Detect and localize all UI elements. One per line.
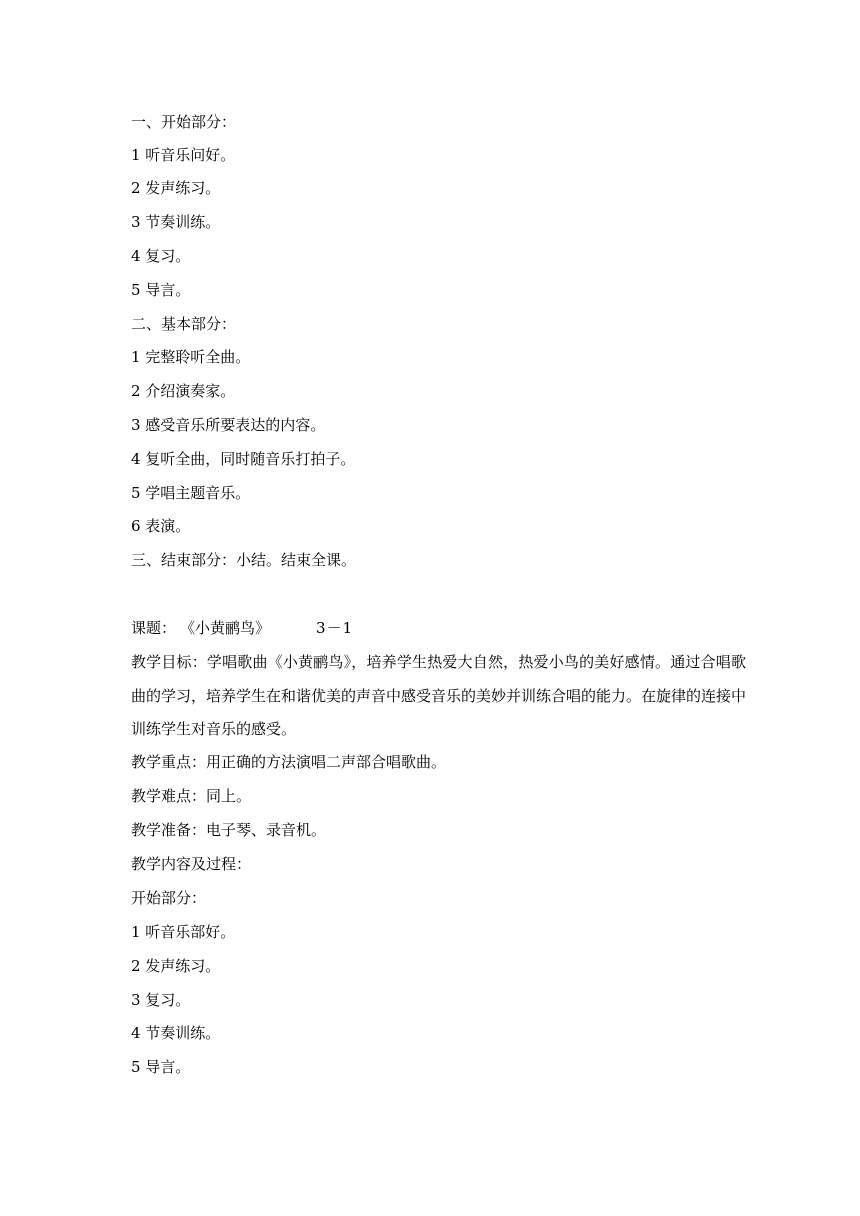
section-2-item: 5 学唱主题音乐。: [131, 484, 251, 502]
start-item: 5 导言。: [131, 1058, 191, 1076]
start-item: 4 节奏训练。: [131, 1024, 221, 1042]
section-3-heading: 三、结束部分：小结。结束全课。: [131, 551, 357, 569]
section-2-heading: 二、基本部分：: [131, 315, 237, 333]
section-2-item: 3 感受音乐所要表达的内容。: [131, 416, 326, 434]
section-2-item: 2 介绍演奏家。: [131, 382, 236, 400]
lesson-title-name: 《小黄鹂鸟》: [180, 619, 271, 637]
section-2-item: 4 复听全曲，同时随音乐打拍子。: [131, 450, 356, 468]
teaching-key-point: 教学重点：用正确的方法演唱二声部合唱歌曲。: [131, 753, 447, 771]
process-heading: 教学内容及过程：: [131, 855, 252, 873]
lesson-code: 3－1: [316, 619, 354, 637]
section-1-item: 4 复习。: [131, 247, 191, 265]
section-1-item: 5 导言。: [131, 281, 191, 299]
section-2-item: 6 表演。: [131, 517, 191, 535]
start-section-heading: 开始部分：: [131, 889, 207, 907]
section-1-item: 1 听音乐问好。: [131, 146, 236, 164]
section-1-item: 3 节奏训练。: [131, 213, 221, 231]
start-item: 1 听音乐部好。: [131, 923, 236, 941]
teaching-preparation: 教学准备：电子琴、录音机。: [131, 821, 327, 839]
section-1-item: 2 发声练习。: [131, 179, 221, 197]
section-1-heading: 一、开始部分：: [131, 113, 237, 131]
start-item: 2 发声练习。: [131, 957, 221, 975]
teaching-difficulty: 教学难点：同上。: [131, 787, 252, 805]
start-item: 3 复习。: [131, 991, 191, 1009]
teaching-goal: 教学目标：学唱歌曲《小黄鹂鸟》，培养学生热爱大自然，热爱小鸟的美好感情。通过合唱歌曲的学习，培养学生在和谐优美的声音中感受音乐的美妙并训练合唱的能力。在旋律的连接中训练学生对音乐的感受。: [131, 653, 747, 738]
lesson-title-label: 课题：: [131, 619, 177, 637]
lesson-title-line: [131, 618, 353, 638]
section-2-item: 1 完整聆听全曲。: [131, 348, 251, 366]
